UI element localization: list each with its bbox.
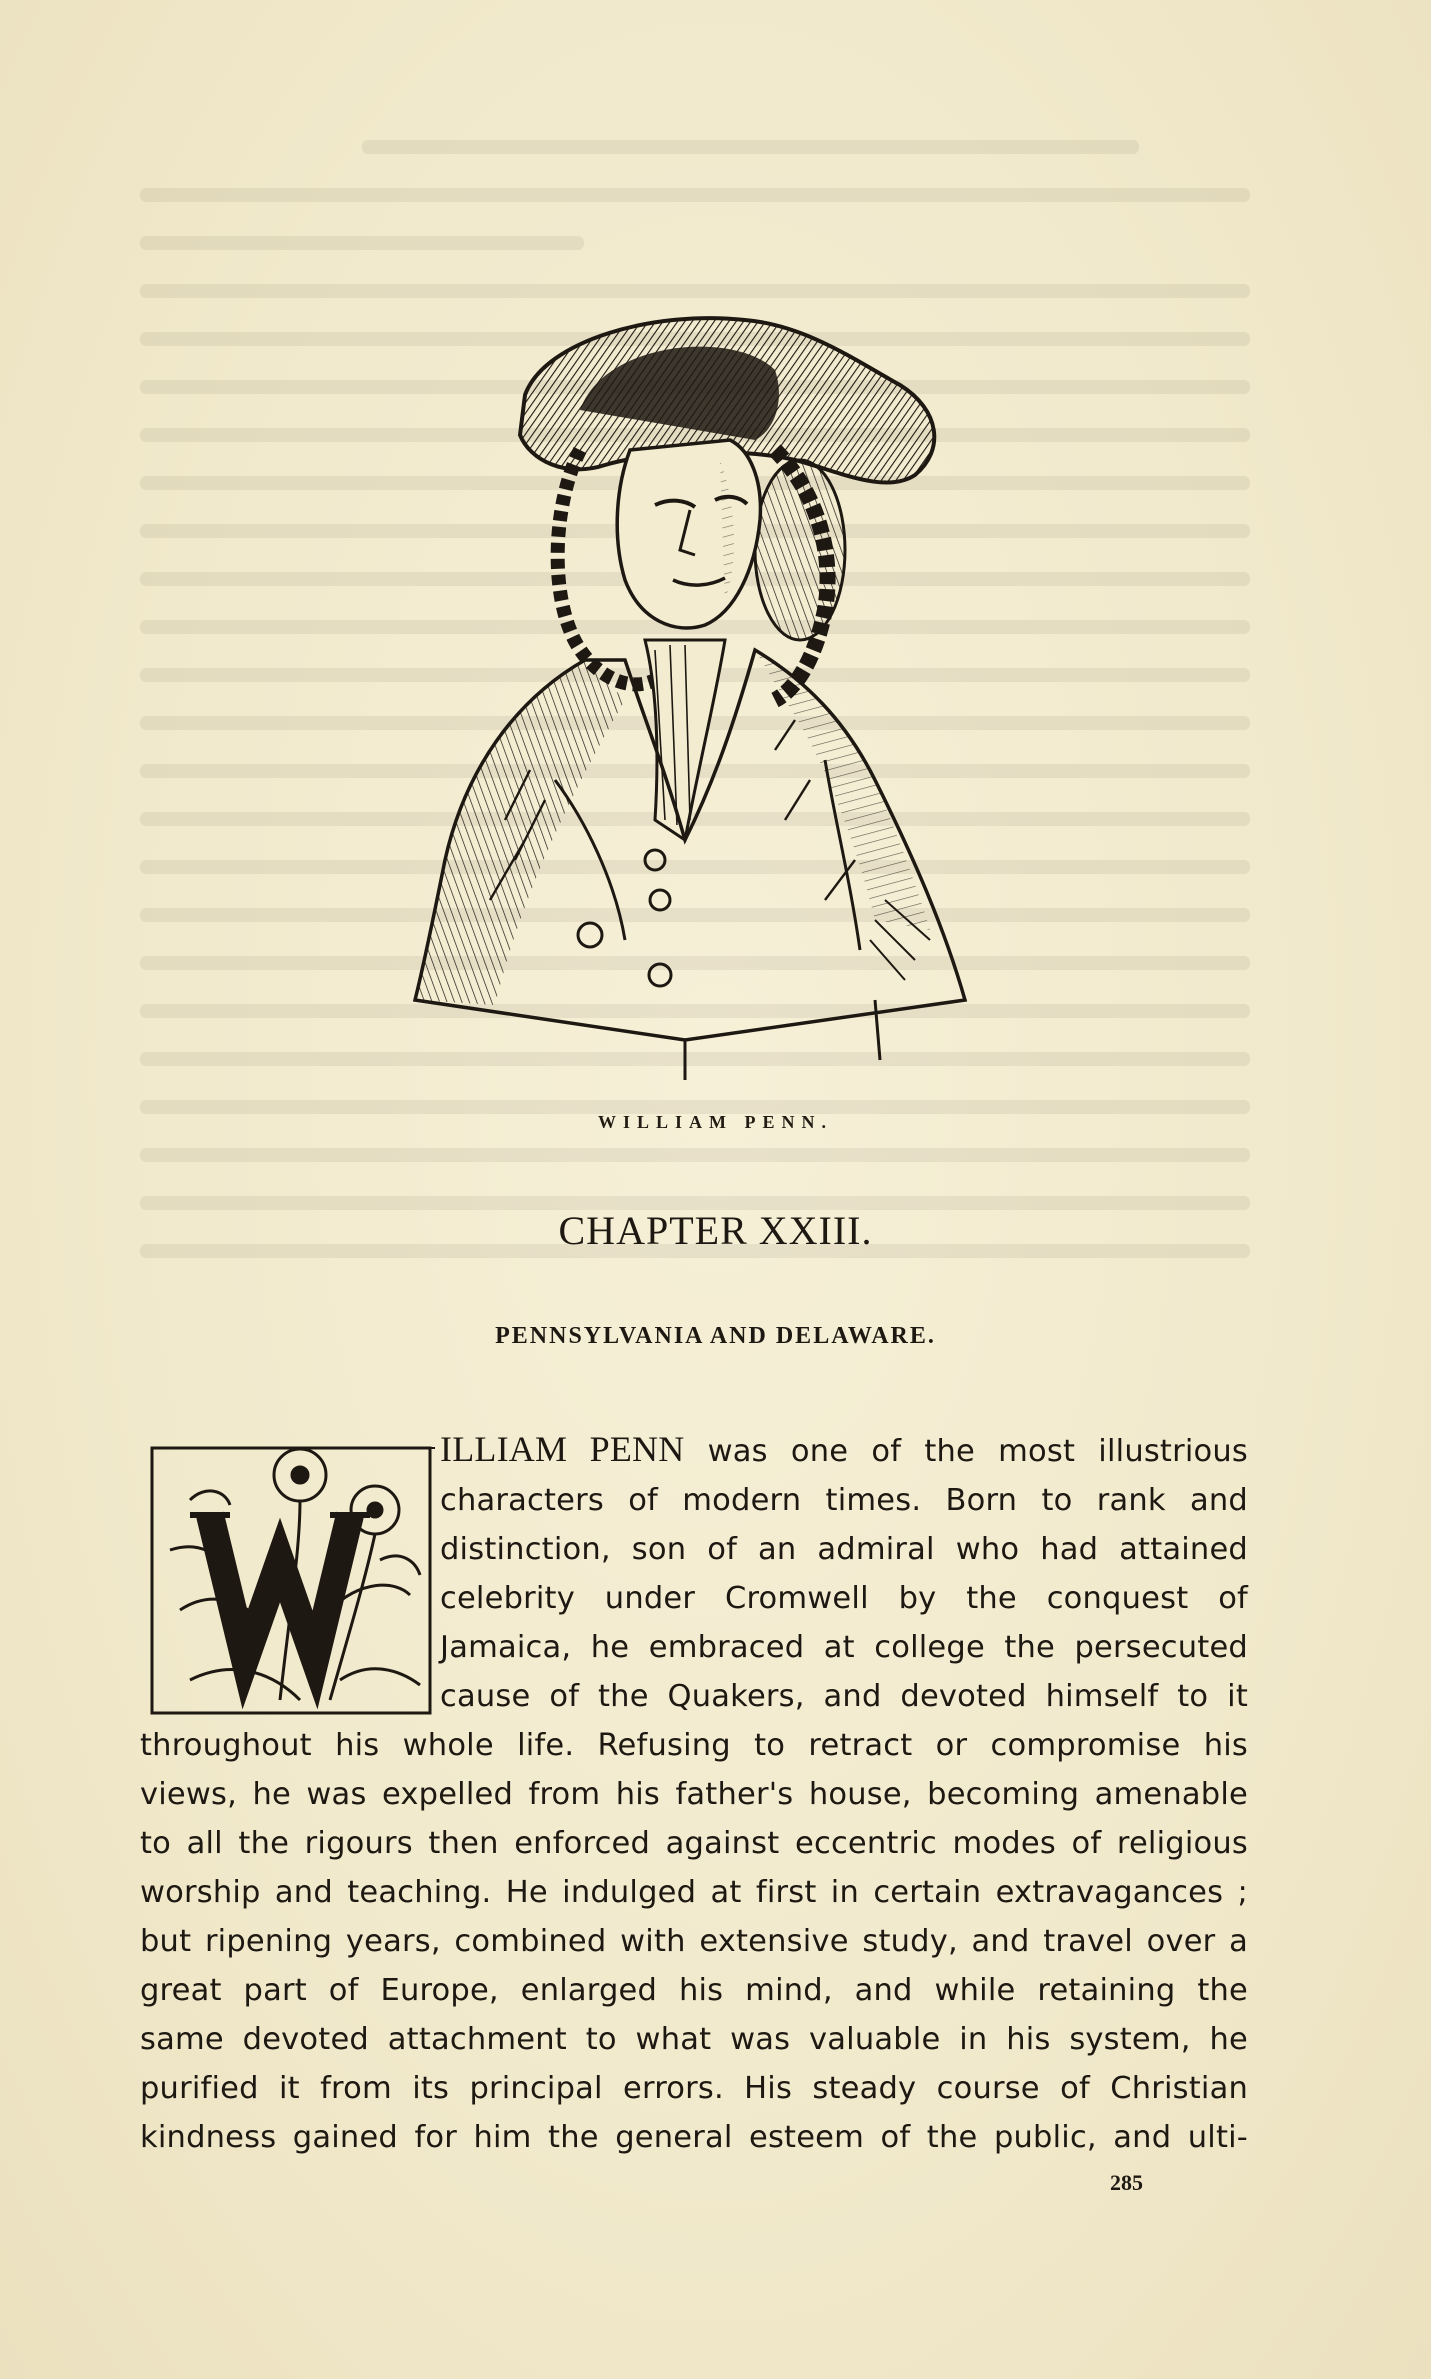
- chapter-title: CHAPTER XXIII.: [558, 1208, 873, 1253]
- body-line: cause of the Quakers, and devoted himself to it: [440, 1679, 1248, 1714]
- illustration-caption: WILLIAM PENN.: [597, 1112, 833, 1132]
- body-line: purified it from its principal errors. His steady course of Christian: [140, 2071, 1248, 2106]
- body-paragraph: [140, 1425, 1248, 2162]
- body-line: views, he was expelled from his father's house, becoming amenable: [140, 1777, 1248, 1812]
- body-line: distinction, son of an admiral who had attained: [440, 1532, 1248, 1567]
- chapter-subtitle: PENNSYLVANIA AND DELAWARE.: [495, 1323, 936, 1349]
- body-line: characters of modern times. Born to rank and: [440, 1483, 1248, 1518]
- body-line: Jamaica, he embraced at college the persecuted: [440, 1630, 1248, 1665]
- body-line: to all the rigours then enforced against eccentric modes of religious: [140, 1826, 1248, 1861]
- body-line: but ripening years, combined with extensive study, and travel over a: [140, 1924, 1248, 1959]
- body-line: ILLIAM PENN was one of the most illustrious: [440, 1429, 1248, 1469]
- body-line: throughout his whole life. Refusing to retract or compromise his: [140, 1728, 1248, 1763]
- body-line: kindness gained for him the general esteem of the public, and ulti-: [140, 2120, 1248, 2155]
- william-penn-engraving: [355, 300, 975, 1100]
- page-number: 285: [1110, 2170, 1143, 2195]
- body-line: worship and teaching. He indulged at first in certain extravagances ;: [140, 1875, 1248, 1910]
- body-line: same devoted attachment to what was valuable in his system, he: [140, 2022, 1248, 2057]
- body-line: great part of Europe, enlarged his mind, and while retaining the: [140, 1973, 1248, 2008]
- body-line: celebrity under Cromwell by the conquest of: [440, 1581, 1248, 1616]
- portrait-illustration: [355, 300, 975, 1100]
